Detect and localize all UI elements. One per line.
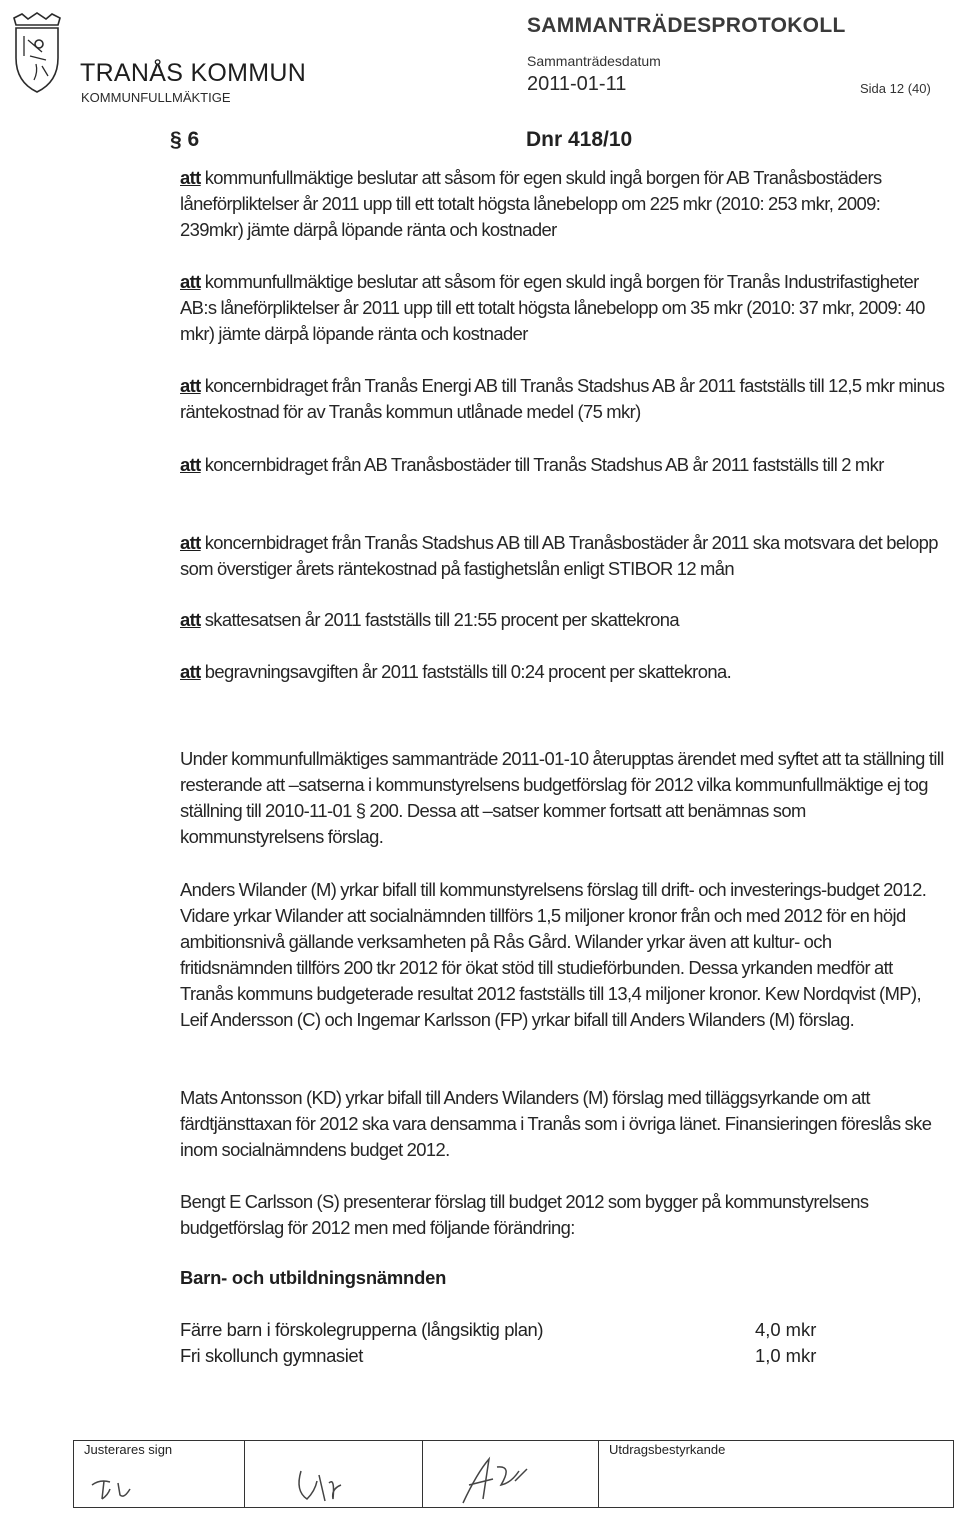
- decision-text: koncernbidraget från Tranås Energi AB till Tranås Stadshus AB år 2011 fastställs till 12,5 mkr minus räntekostnad för av Tranås kommun utlånade medel (75 mkr): [180, 375, 945, 422]
- budget-item-amount: 4,0 mkr: [755, 1319, 817, 1340]
- diary-number: Dnr 418/10: [526, 128, 633, 151]
- org-name: TRANÅS KOMMUN: [80, 59, 307, 87]
- budget-item-label: Fri skollunch gymnasiet: [180, 1345, 363, 1366]
- att-marker: att: [180, 454, 201, 475]
- signature-1-icon: [74, 1441, 245, 1507]
- signature-table: [73, 1440, 954, 1508]
- municipality-crest-icon: [6, 12, 68, 94]
- decision-clause: [180, 269, 945, 347]
- body-paragraph: Anders Wilander (M) yrkar bifall till kommunstyrelsens förslag till drift- och investerings-budget 2012. Vidare yrkar Wilander att socialnämnden tillförs 1,5 miljoner kronor från och med 2012 för en höjd ambitionsnivå gällande verksamheten på Rås Gård. Wilander yrkar även att kultur- och fritidsnämnden tillförs 200 tkr 2012 för ökat stöd till studieförbunden. Dessa yrkanden medför att Tranås kommuns budgeterade resultat 2012 fastställs till 13,4 miljoner kronor. Kew Nordqvist (MP), Leif Andersson (C) och Ingemar Karlsson (FP) yrkar bifall till Anders Wilanders (M) förslag.: [180, 879, 927, 1030]
- body-paragraph: Bengt E Carlsson (S) presenterar förslag till budget 2012 som bygger på kommunstyrelsens budgetförslag för 2012 men med följande förändring:: [180, 1191, 869, 1238]
- decision-clause: [180, 659, 945, 685]
- signature-cell: [423, 1441, 599, 1507]
- body-paragraph: Mats Antonsson (KD) yrkar bifall till Anders Wilanders (M) förslag med tilläggsyrkande om att färdtjänsttaxan för 2012 ska vara densamma i Tranås som i övriga länet. Finansieringen föreslås ske inom socialnämndens budget 2012.: [180, 1087, 932, 1160]
- att-marker: att: [180, 661, 201, 682]
- document-title: SAMMANTRÄDESPROTOKOLL: [527, 14, 846, 37]
- decision-text: skattesatsen år 2011 fastställs till 21:55 procent per skattekrona: [200, 609, 680, 630]
- decision-text: begravningsavgiften år 2011 fastställs till 0:24 procent per skattekrona.: [200, 661, 732, 682]
- att-marker: att: [180, 271, 201, 292]
- extract-certification-cell: [599, 1441, 953, 1507]
- org-subtitle: KOMMUNFULLMÄKTIGE: [81, 90, 231, 105]
- att-marker: att: [180, 167, 201, 188]
- decision-clause: [180, 607, 945, 633]
- meeting-date-value: 2011-01-11: [527, 73, 627, 95]
- extract-certification-label: Utdragsbestyrkande: [609, 1442, 726, 1457]
- body-paragraph: Under kommunfullmäktiges sammanträde 2011-01-10 återupptas ärendet med syftet att ta ställning till resterande att –satserna i kommunstyrelsens budgetförslag för 2012 vilka kommunfullmäktige ej tog ställning till 2010-11-01 § 200. Dessa att –satser kommer fortsatt att benämnas som kommunstyrelsens förslag.: [180, 748, 944, 847]
- meeting-date-label: Sammanträdesdatum: [527, 53, 661, 69]
- section-number: § 6: [170, 128, 200, 151]
- decision-text: koncernbidraget från AB Tranåsbostäder till Tranås Stadshus AB år 2011 fastställs till 2 mkr: [200, 454, 884, 475]
- signature-cell: [74, 1441, 245, 1507]
- decision-text: kommunfullmäktige beslutar att såsom för egen skuld ingå borgen för AB Tranåsbostäders låneförpliktelser år 2011 upp till ett totalt högsta lånebelopp om 225 mkr (2010: 253 mkr, 2009: 239mkr) jämte därpå löpande ränta och kostnader: [180, 167, 882, 240]
- decision-text: kommunfullmäktige beslutar att såsom för egen skuld ingå borgen för Tranås Industrifastigheter AB:s låneförpliktelser år 2011 upp till ett totalt högsta lånebelopp om 35 mkr (2010: 37 mkr, 2009: 40 mkr) jämte därpå löpande ränta och kostnader: [180, 271, 925, 344]
- att-marker: att: [180, 375, 201, 396]
- decision-clause: [180, 452, 945, 478]
- justifier-sign-label: Justerares sign: [84, 1442, 173, 1457]
- decision-clause: [180, 165, 945, 243]
- att-marker: att: [180, 609, 201, 630]
- budget-item-amount: 1,0 mkr: [755, 1345, 817, 1366]
- committee-heading: Barn- och utbildningsnämnden: [180, 1267, 447, 1288]
- signature-2-icon: [245, 1441, 423, 1507]
- signature-3-icon: [423, 1441, 599, 1507]
- budget-item-label: Färre barn i förskolegrupperna (långsiktig plan): [180, 1319, 544, 1340]
- decision-text: koncernbidraget från Tranås Stadshus AB till AB Tranåsbostäder år 2011 ska motsvara det belopp som överstiger årets räntekostnad på fastighetslån enligt STIBOR 12 mån: [180, 532, 938, 579]
- decision-clause: [180, 530, 945, 582]
- att-marker: att: [180, 532, 201, 553]
- decision-clause: [180, 373, 945, 425]
- page-number: Sida 12 (40): [860, 81, 931, 96]
- signature-cell: [245, 1441, 423, 1507]
